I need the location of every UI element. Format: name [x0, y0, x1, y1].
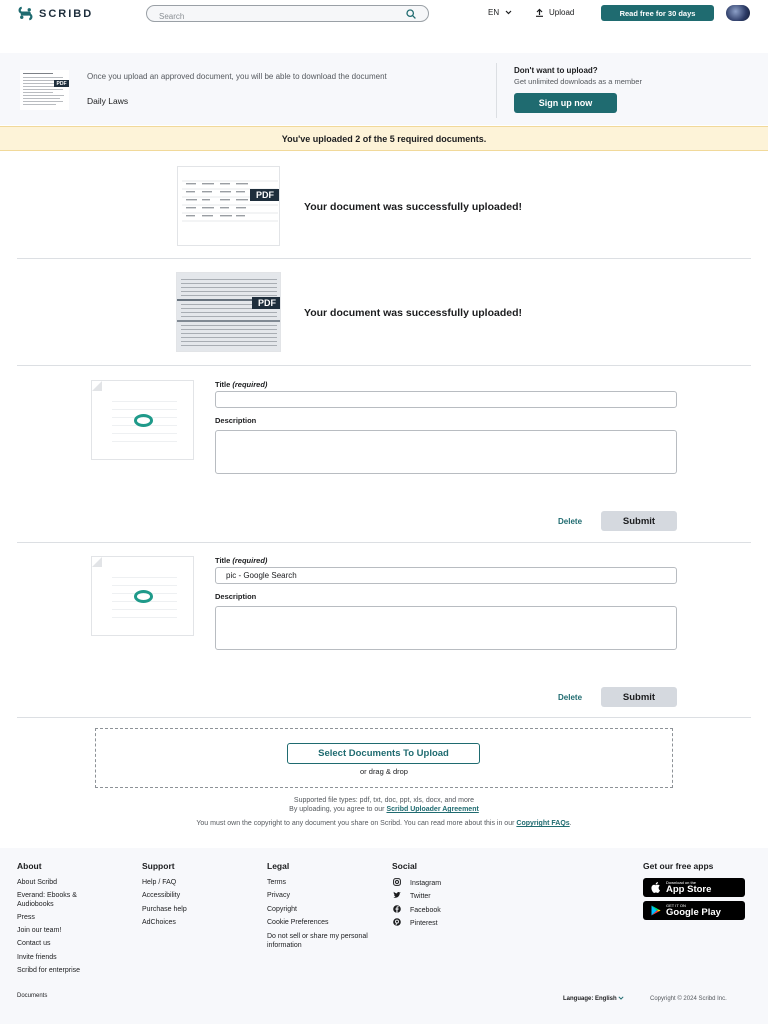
search-icon[interactable] — [406, 9, 416, 19]
footer — [0, 848, 768, 1024]
footer-about-title: About — [17, 861, 42, 871]
facebook-icon — [393, 905, 401, 913]
required-marker: (required) — [232, 556, 268, 565]
google-play-icon — [651, 905, 661, 916]
language-selector[interactable] — [488, 8, 512, 17]
delete-button[interactable]: Delete — [558, 517, 583, 526]
copyright-suffix: . — [569, 820, 572, 827]
language-code: EN — [488, 8, 500, 17]
scribd-logo-icon — [18, 6, 33, 21]
footer-legal-title: Legal — [267, 861, 290, 871]
footer-support-title: Support — [142, 861, 175, 871]
select-documents-button[interactable]: Select Documents To Upload — [287, 743, 480, 764]
apple-icon — [651, 882, 661, 893]
pdf-badge: PDF — [252, 297, 281, 309]
divider — [496, 63, 497, 118]
google-play-button[interactable] — [643, 901, 745, 920]
description-input[interactable] — [215, 430, 677, 474]
drag-drop-hint: or drag & drop — [360, 767, 408, 776]
document-thumbnail — [20, 70, 69, 110]
sign-up-button[interactable]: Sign up now — [514, 93, 617, 113]
pinterest-link[interactable] — [393, 918, 438, 928]
loading-spinner-icon — [134, 590, 153, 603]
footer-link[interactable]: Do not sell or share my personal information — [267, 933, 368, 949]
footer-link[interactable]: Help / FAQ — [142, 879, 177, 886]
google-play-small-text: GET IT ON — [666, 903, 686, 908]
copyright-text: Copyright © 2024 Scribd Inc. — [650, 996, 727, 1002]
footer-link[interactable]: Everand: Ebooks & Audiobooks — [17, 892, 77, 908]
document-placeholder-icon — [91, 380, 194, 460]
footer-link[interactable]: Cookie Preferences — [267, 919, 329, 926]
app-store-small-text: Download on the — [666, 880, 697, 885]
required-marker: (required) — [232, 380, 268, 389]
pinterest-icon — [393, 918, 401, 926]
avatar[interactable] — [726, 5, 750, 21]
agreement-prefix: By uploading, you agree to our — [289, 806, 385, 813]
footer-link[interactable]: Join our team! — [17, 927, 62, 934]
pinterest-label: Pinterest — [410, 920, 438, 927]
footer-link[interactable]: Contact us — [17, 940, 51, 947]
upload-info-panel — [0, 53, 768, 125]
footer-link[interactable]: Scribd for enterprise — [17, 967, 81, 974]
dont-want-upload-title: Don't want to upload? — [514, 66, 598, 75]
app-store-text — [666, 880, 711, 895]
dont-want-upload-subtitle: Get unlimited downloads as a member — [514, 77, 642, 86]
footer-link[interactable]: Press — [17, 914, 35, 921]
footer-link[interactable]: Privacy — [267, 892, 290, 899]
document-placeholder-icon — [91, 556, 194, 636]
document-thumbnail — [177, 166, 280, 246]
language-label: Language: — [563, 996, 594, 1002]
pdf-badge: PDF — [250, 189, 280, 201]
upload-success-message: Your document was successfully uploaded! — [304, 201, 523, 213]
uploader-agreement-text — [0, 806, 768, 813]
footer-link[interactable]: Accessibility — [142, 892, 181, 899]
footer-social-title: Social — [392, 861, 418, 871]
google-play-text — [666, 903, 721, 918]
submit-button[interactable]: Submit — [601, 511, 677, 531]
chevron-down-icon — [618, 996, 624, 1000]
title-label — [215, 556, 267, 565]
footer-link[interactable]: Copyright — [267, 906, 297, 913]
table-preview-graphic — [178, 167, 280, 246]
search-bar — [146, 5, 429, 22]
loading-spinner-icon — [134, 414, 153, 427]
upload-icon — [535, 8, 544, 17]
facebook-label: Facebook — [410, 907, 441, 914]
search-input[interactable] — [147, 9, 387, 24]
description-input[interactable] — [215, 606, 677, 650]
scribd-logo[interactable] — [18, 6, 93, 21]
delete-button[interactable]: Delete — [558, 693, 583, 702]
footer-link[interactable]: Purchase help — [142, 906, 187, 913]
upload-link[interactable] — [535, 8, 574, 17]
language-value: English — [595, 996, 617, 1002]
google-play-big-text: Google Play — [666, 907, 721, 918]
footer-link[interactable]: Terms — [267, 879, 287, 886]
upload-success-message: Your document was successfully uploaded! — [304, 307, 523, 319]
divider — [17, 542, 751, 543]
info-message: Once you upload an approved document, you will be able to download the document — [87, 72, 387, 81]
title-input[interactable] — [215, 567, 677, 584]
top-header — [0, 0, 768, 27]
footer-link[interactable]: AdChoices — [142, 919, 176, 926]
upload-label: Upload — [549, 8, 575, 17]
pdf-badge: PDF — [54, 80, 69, 87]
language-selector-footer[interactable] — [563, 996, 624, 1002]
description-label: Description — [215, 592, 257, 601]
app-store-button[interactable] — [643, 878, 745, 897]
uploader-agreement-link[interactable]: Scribd Uploader Agreement — [386, 806, 479, 813]
footer-apps-title: Get our free apps — [643, 861, 714, 871]
title-label-text: Title — [215, 380, 231, 389]
footer-link[interactable]: About Scribd — [17, 879, 58, 886]
twitter-link[interactable] — [393, 891, 431, 901]
logo-text: SCRIBD — [39, 7, 94, 20]
submit-button[interactable]: Submit — [601, 687, 677, 707]
upload-progress-banner: You've uploaded 2 of the 5 required documents. — [0, 126, 768, 151]
document-title: Daily Laws — [87, 96, 129, 106]
title-label-text: Title — [215, 556, 231, 565]
title-label — [215, 380, 267, 389]
title-input[interactable] — [215, 391, 677, 408]
table-preview-graphic — [177, 273, 281, 352]
supported-file-types: Supported file types: pdf, txt, doc, ppt, xls, docx, and more — [293, 797, 475, 804]
copyright-prefix: You must own the copyright to any document you share on Scribd. You can read more about this in our — [196, 820, 515, 827]
instagram-icon — [393, 878, 401, 886]
app-store-big-text: App Store — [666, 884, 712, 895]
twitter-label: Twitter — [410, 893, 431, 900]
chevron-down-icon — [505, 10, 512, 15]
description-label: Description — [215, 416, 257, 425]
twitter-icon — [393, 891, 401, 899]
footer-link[interactable]: Invite friends — [17, 954, 57, 961]
copyright-notice — [0, 820, 768, 827]
instagram-label: Instagram — [410, 880, 442, 887]
read-free-button[interactable]: Read free for 30 days — [601, 5, 714, 21]
divider — [17, 717, 751, 718]
copyright-faqs-link[interactable]: Copyright FAQs — [516, 820, 570, 827]
documents-link[interactable]: Documents — [17, 993, 48, 999]
facebook-link[interactable] — [393, 905, 441, 915]
document-thumbnail — [176, 272, 281, 352]
instagram-link[interactable] — [393, 878, 441, 888]
